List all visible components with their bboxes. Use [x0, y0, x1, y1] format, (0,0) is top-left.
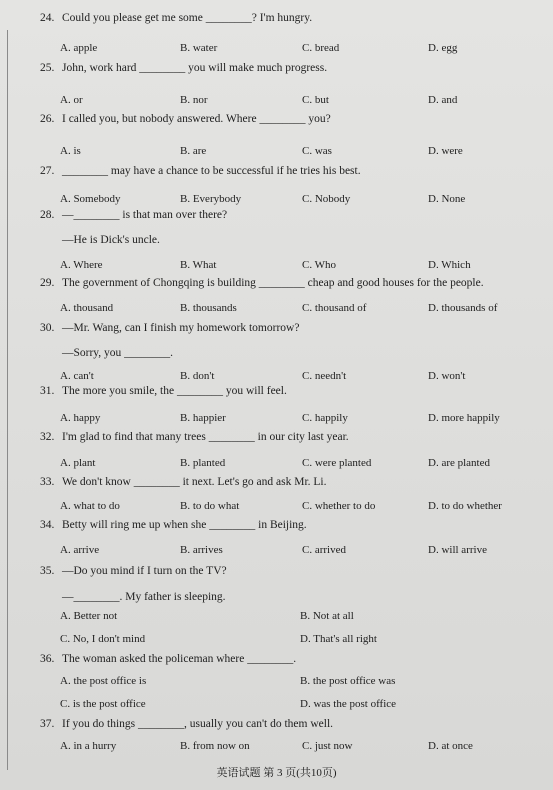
question-text: We don't know ________ it next. Let's go and ask Mr. Li. [62, 476, 327, 488]
answer-option: A. happy [60, 412, 101, 424]
question-text: The more you smile, the ________ you will feel. [62, 385, 287, 397]
question-text: ________ may have a chance to be successful if he tries his best. [62, 165, 361, 177]
answer-option: B. arrives [180, 544, 223, 556]
answer-option: C. was [302, 145, 332, 157]
answer-option: A. the post office is [60, 675, 147, 687]
answer-option: C. but [302, 94, 329, 106]
question-text: —Mr. Wang, can I finish my homework tomorrow? [62, 322, 300, 334]
answer-option: A. can't [60, 370, 94, 382]
question-number: 25. [40, 62, 55, 74]
answer-option: D. egg [428, 42, 458, 54]
question-text: —Sorry, you ________. [62, 347, 174, 359]
question-text: The woman asked the policeman where ________. [62, 653, 297, 665]
question-number: 34. [40, 519, 55, 531]
answer-option: D. was the post office [300, 698, 397, 710]
question-number: 31. [40, 385, 55, 397]
question-text: I called you, but nobody answered. Where ________ you? [62, 113, 331, 125]
question-number: 29. [40, 277, 55, 289]
question-text: John, work hard ________ you will make much progress. [62, 62, 328, 74]
answer-option: D. will arrive [428, 544, 487, 556]
question-number: 36. [40, 653, 55, 665]
answer-option: C. whether to do [302, 500, 376, 512]
answer-option: D. to do whether [428, 500, 502, 512]
answer-option: B. Not at all [300, 610, 354, 622]
question-text: If you do things ________, usually you can't do them well. [62, 718, 334, 730]
answer-option: B. to do what [180, 500, 240, 512]
answer-option: C. bread [302, 42, 340, 54]
question-number: 30. [40, 322, 55, 334]
answer-option: B. Everybody [180, 193, 242, 205]
question-text: Could you please get me some ________? I'm hungry. [62, 12, 313, 24]
answer-option: B. water [180, 42, 218, 54]
answer-option: D. more happily [428, 412, 500, 424]
answer-option: C. Who [302, 259, 337, 271]
answer-option: C. happily [302, 412, 348, 424]
answer-option: D. Which [428, 259, 471, 271]
answer-option: B. What [180, 259, 217, 271]
question-text: Betty will ring me up when she ________ in Beijing. [62, 519, 307, 531]
question-text: I'm glad to find that many trees ________ in our city last year. [62, 431, 349, 443]
answer-option: A. is [60, 145, 81, 157]
answer-option: A. Where [60, 259, 103, 271]
question-number: 24. [40, 12, 55, 24]
question-number: 28. [40, 209, 55, 221]
answer-option: C. is the post office [60, 698, 146, 710]
answer-option: C. arrived [302, 544, 346, 556]
answer-option: B. the post office was [300, 675, 396, 687]
answer-option: A. plant [60, 457, 96, 469]
question-number: 32. [40, 431, 55, 443]
answer-option: C. were planted [302, 457, 372, 469]
answer-option: C. No, I don't mind [60, 633, 146, 645]
answer-option: A. in a hurry [60, 740, 117, 752]
answer-option: A. apple [60, 42, 98, 54]
answer-option: D. That's all right [300, 633, 377, 645]
page-footer: 英语试题 第 3 页(共10页) [216, 767, 337, 779]
answer-option: A. thousand [60, 302, 114, 314]
answer-option: B. nor [180, 94, 208, 106]
answer-option: D. won't [428, 370, 466, 382]
answer-option: A. what to do [60, 500, 120, 512]
answer-option: B. planted [180, 457, 226, 469]
answer-option: A. Somebody [60, 193, 121, 205]
answer-option: D. are planted [428, 457, 490, 469]
answer-option: C. thousand of [302, 302, 367, 314]
answer-option: B. don't [180, 370, 215, 382]
answer-option: B. are [180, 145, 207, 157]
answer-option: C. Nobody [302, 193, 351, 205]
answer-option: C. needn't [302, 370, 347, 382]
question-text: —Do you mind if I turn on the TV? [62, 565, 227, 577]
answer-option: D. None [428, 193, 466, 205]
binding-line [7, 30, 8, 770]
answer-option: A. Better not [60, 610, 118, 622]
answer-option: D. thousands of [428, 302, 498, 314]
answer-option: A. arrive [60, 544, 100, 556]
question-text: —He is Dick's uncle. [62, 234, 160, 246]
answer-option: D. were [428, 145, 463, 157]
answer-option: B. from now on [180, 740, 250, 752]
answer-option: C. just now [302, 740, 353, 752]
question-number: 27. [40, 165, 55, 177]
question-number: 35. [40, 565, 55, 577]
answer-option: D. and [428, 94, 458, 106]
answer-option: B. happier [180, 412, 226, 424]
question-text: —________ is that man over there? [62, 209, 228, 221]
question-number: 26. [40, 113, 55, 125]
question-number: 33. [40, 476, 55, 488]
answer-option: B. thousands [180, 302, 237, 314]
question-text: —________. My father is sleeping. [62, 591, 226, 603]
answer-option: A. or [60, 94, 83, 106]
answer-option: D. at once [428, 740, 473, 752]
question-number: 37. [40, 718, 55, 730]
question-text: The government of Chongqing is building ________ cheap and good houses for the people. [62, 277, 484, 289]
